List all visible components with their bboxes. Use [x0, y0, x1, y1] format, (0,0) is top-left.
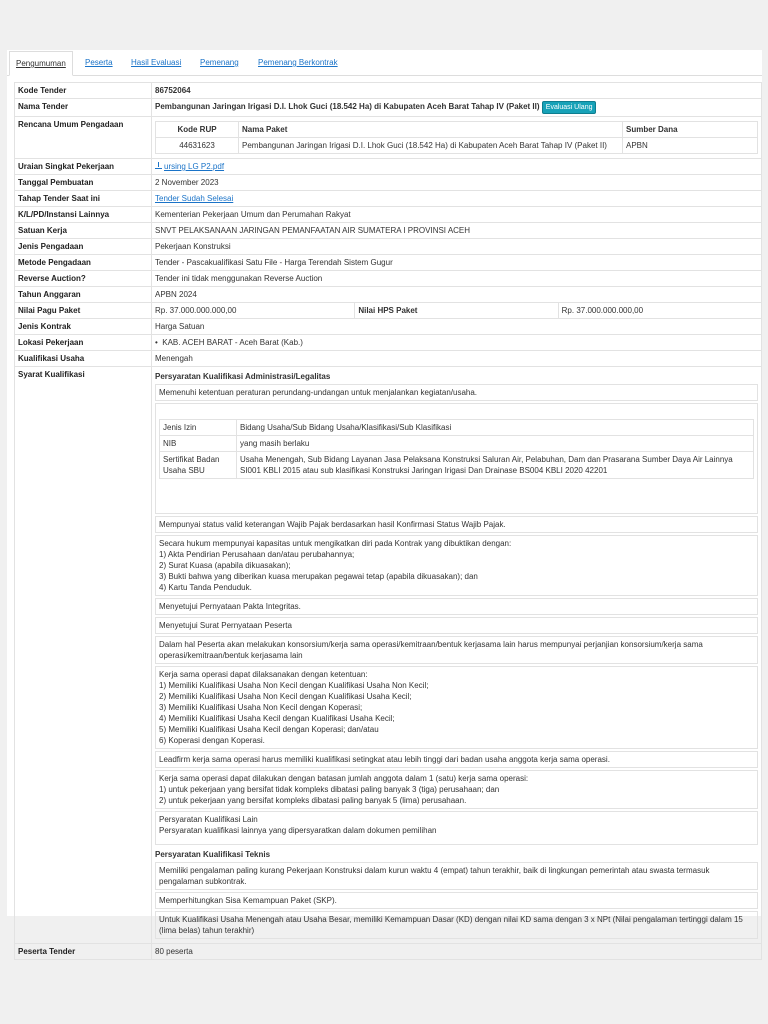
- tab-pengumuman[interactable]: Pengumuman: [9, 51, 73, 76]
- value-tanggal: 2 November 2023: [152, 175, 762, 191]
- value-tahun: APBN 2024: [152, 287, 762, 303]
- admin-first-item: Memenuhi ketentuan peraturan perundang-undangan untuk menjalankan kegiatan/usaha.: [155, 384, 758, 401]
- row-metode: [15, 255, 762, 271]
- value-syarat-cell: [152, 367, 762, 944]
- rup-row: [156, 138, 758, 154]
- admin-item: Secara hukum mempunyai kapasitas untuk mengikatkan diri pada Kontrak yang dibuktikan dengan: 1) Akta Pendirian Perusahaan dan/atau perubahannya; 2) Surat Kuasa (apabila dikuasakan); 3) Bukti bahwa yang diberikan kuasa merupakan pegawai tetap (apabila dikuasakan); dan 4) Kartu Tanda Penduduk.: [155, 535, 758, 596]
- value-pagu: Rp. 37.000.000.000,00: [152, 303, 355, 319]
- admin-item: Kerja sama operasi dapat dilakukan dengan batasan jumlah anggota dalam 1 (satu) kerja sama operasi: 1) untuk pekerjaan yang bersifat tidak kompleks dibatasi paling banyak 3 (tiga) perusahaan; dan 2) untuk pekerjaan yang bersifat kompleks dibatasi paling banyak 5 (lima) perusahaan.: [155, 770, 758, 809]
- izin-jenis-label: Jenis Izin: [160, 420, 237, 436]
- label-klpd: K/L/PD/Instansi Lainnya: [15, 207, 152, 223]
- label-nama-tender: Nama Tender: [15, 99, 152, 117]
- tab-pemenang[interactable]: Pemenang: [200, 58, 239, 67]
- admin-item: Kerja sama operasi dapat dilaksanakan dengan ketentuan: 1) Memiliki Kualifikasi Usaha Non Kecil dengan Kualifikasi Usaha Non Kecil; 2) Memiliki Kualifikasi Usaha Non Kecil dengan Kualifikasi Usaha Kecil; 3) Memiliki Kualifikasi Usaha Non Kecil dengan Koperasi; 4) Memiliki Kualifikasi Usaha Kecil dengan Kualifikasi Usaha Kecil; 5) Memiliki Kualifikasi Usaha Kecil dengan Koperasi; dan/atau 6) Koperasi dengan Koperasi.: [155, 666, 758, 749]
- value-rup-cell: [152, 117, 762, 159]
- row-peserta: [15, 944, 762, 960]
- admin-item: Menyetujui Pernyataan Pakta Integritas.: [155, 598, 758, 615]
- value-klpd: Kementerian Pekerjaan Umum dan Perumahan Rakyat: [152, 207, 762, 223]
- admin-section-title: Persyaratan Kualifikasi Administrasi/Legalitas: [155, 372, 331, 381]
- value-lokasi: KAB. ACEH BARAT - Aceh Barat (Kab.): [162, 338, 303, 347]
- uraian-file-link[interactable]: ursing LG P2.pdf: [164, 162, 225, 171]
- izin-sbu-value: Usaha Menengah, Sub Bidang Layanan Jasa Pelaksana Konstruksi Saluran Air, Pelabuhan, Dam dan Prasarana Sumber Daya Air Lainnya SI001 KBLI 2015 atau sub klasifikasi Konstruksi Jaringan Irigasi Dan Drainase BS004 KBLI 2020 42201: [237, 452, 754, 479]
- label-hps: Nilai HPS Paket: [355, 303, 558, 319]
- label-pagu: Nilai Pagu Paket: [15, 303, 152, 319]
- tab-hasil-evaluasi[interactable]: Hasil Evaluasi: [131, 58, 182, 67]
- tahap-link[interactable]: Tender Sudah Selesai: [155, 194, 234, 203]
- admin-item: Dalam hal Peserta akan melakukan konsorsium/kerja sama operasi/kemitraan/bentuk kerjasama lain harus mempunyai perjanjian konsorsium/kerja sama operasi/kemitraan/bentuk kerjasama lain: [155, 636, 758, 664]
- tender-info-table: [14, 82, 762, 960]
- value-nama-tender: Pembangunan Jaringan Irigasi D.I. Lhok Guci (18.542 Ha) di Kabupaten Aceh Barat Tahap IV (Paket II): [155, 102, 540, 111]
- tab-peserta[interactable]: Peserta: [85, 58, 113, 67]
- value-nama-tender-cell: [152, 99, 762, 117]
- admin-item: Leadfirm kerja sama operasi harus memiliki kualifikasi setingkat atau lebih tinggi dari badan usaha anggota kerja sama operasi.: [155, 751, 758, 768]
- label-lokasi: Lokasi Pekerjaan: [15, 335, 152, 351]
- izin-row: [160, 436, 754, 452]
- row-rup: [15, 117, 762, 159]
- value-uraian-cell: [152, 159, 762, 175]
- izin-spacer: [159, 490, 754, 498]
- admin-item: Mempunyai status valid keterangan Wajib Pajak berdasarkan hasil Konfirmasi Status Wajib Pajak.: [155, 516, 758, 533]
- rup-header-nama: Nama Paket: [239, 122, 623, 138]
- teknis-item: Memiliki pengalaman paling kurang Pekerjaan Konstruksi dalam kurun waktu 4 (empat) tahun terakhir, baik di lingkungan pemerintah atau swasta termasuk pengalaman subkontrak.: [155, 862, 758, 890]
- label-jenis-kontrak: Jenis Kontrak: [15, 319, 152, 335]
- row-kode-tender: [15, 83, 762, 99]
- row-klpd: [15, 207, 762, 223]
- row-nama-tender: [15, 99, 762, 117]
- value-reverse: Tender ini tidak menggunakan Reverse Auction: [152, 271, 762, 287]
- tender-panel: [7, 50, 762, 956]
- izin-row: [160, 452, 754, 479]
- label-peserta: Peserta Tender: [15, 944, 152, 960]
- status-badge: Evaluasi Ulang: [542, 101, 597, 114]
- rup-header-kode: Kode RUP: [156, 122, 239, 138]
- label-tahun: Tahun Anggaran: [15, 287, 152, 303]
- label-satker: Satuan Kerja: [15, 223, 152, 239]
- izin-nib-label: NIB: [160, 436, 237, 452]
- value-jenis-kontrak: Harga Satuan: [152, 319, 762, 335]
- bullet-icon: •: [155, 338, 163, 347]
- izin-box: [155, 403, 758, 514]
- value-satker: SNVT PELAKSANAAN JARINGAN PEMANFAATAN AIR SUMATERA I PROVINSI ACEH: [152, 223, 762, 239]
- label-reverse: Reverse Auction?: [15, 271, 152, 287]
- rup-kode: 44631623: [156, 138, 239, 154]
- top-bar: [0, 0, 768, 14]
- row-jenis-kontrak: [15, 319, 762, 335]
- row-kualifikasi-usaha: [15, 351, 762, 367]
- value-metode: Tender - Pascakualifikasi Satu File - Harga Terendah Sistem Gugur: [152, 255, 762, 271]
- izin-nib-value: yang masih berlaku: [237, 436, 754, 452]
- row-lokasi: [15, 335, 762, 351]
- value-kode-tender: 86752064: [152, 83, 762, 99]
- value-tahap-cell: [152, 191, 762, 207]
- announcement-content: [14, 82, 762, 960]
- value-peserta: 80 peserta: [152, 944, 762, 960]
- label-kualifikasi-usaha: Kualifikasi Usaha: [15, 351, 152, 367]
- row-tahun: [15, 287, 762, 303]
- label-jenis-pengadaan: Jenis Pengadaan: [15, 239, 152, 255]
- label-syarat: Syarat Kualifikasi: [15, 367, 152, 944]
- rup-table: [155, 121, 758, 154]
- label-metode: Metode Pengadaan: [15, 255, 152, 271]
- label-rup: Rencana Umum Pengadaan: [15, 117, 152, 159]
- teknis-section-title: Persyaratan Kualifikasi Teknis: [155, 850, 271, 859]
- row-syarat: [15, 367, 762, 944]
- label-tahap: Tahap Tender Saat ini: [15, 191, 152, 207]
- label-kode-tender: Kode Tender: [15, 83, 152, 99]
- value-lokasi-cell: [152, 335, 762, 351]
- row-jenis-pengadaan: [15, 239, 762, 255]
- value-kualifikasi-usaha: Menengah: [152, 351, 762, 367]
- row-tanggal: [15, 175, 762, 191]
- rup-sumber: APBN: [623, 138, 758, 154]
- row-reverse: [15, 271, 762, 287]
- value-hps: Rp. 37.000.000.000,00: [558, 303, 761, 319]
- teknis-item: Memperhitungkan Sisa Kemampuan Paket (SKP).: [155, 892, 758, 909]
- row-satker: [15, 223, 762, 239]
- admin-item: Persyaratan Kualifikasi Lain Persyaratan kualifikasi lainnya yang dipersyaratkan dalam dokumen pemilihan: [155, 811, 758, 845]
- admin-item: Menyetujui Surat Pernyataan Peserta: [155, 617, 758, 634]
- izin-sbu-label: Sertifikat Badan Usaha SBU: [160, 452, 237, 479]
- label-uraian: Uraian Singkat Pekerjaan: [15, 159, 152, 175]
- tab-bar: [7, 50, 762, 76]
- izin-jenis-value: Bidang Usaha/Sub Bidang Usaha/Klasifikasi/Sub Klasifikasi: [237, 420, 754, 436]
- row-pagu-hps: [15, 303, 762, 319]
- row-uraian: [15, 159, 762, 175]
- label-tanggal: Tanggal Pembuatan: [15, 175, 152, 191]
- rup-nama: Pembangunan Jaringan Irigasi D.I. Lhok Guci (18.542 Ha) di Kabupaten Aceh Barat Tahap IV (Paket II): [239, 138, 623, 154]
- value-jenis-pengadaan: Pekerjaan Konstruksi: [152, 239, 762, 255]
- rup-header-row: [156, 122, 758, 138]
- download-icon: [155, 162, 162, 169]
- izin-table: [159, 419, 754, 479]
- izin-row: [160, 420, 754, 436]
- teknis-item: Untuk Kualifikasi Usaha Menengah atau Usaha Besar, memiliki Kemampuan Dasar (KD) dengan nilai KD sama dengan 3 x NPt (Nilai pengalaman tertinggi dalam 15 (lima belas) tahun terakhir): [155, 911, 758, 939]
- rup-header-sumber: Sumber Dana: [623, 122, 758, 138]
- tab-pemenang-berkontrak[interactable]: Pemenang Berkontrak: [258, 58, 338, 67]
- row-tahap: [15, 191, 762, 207]
